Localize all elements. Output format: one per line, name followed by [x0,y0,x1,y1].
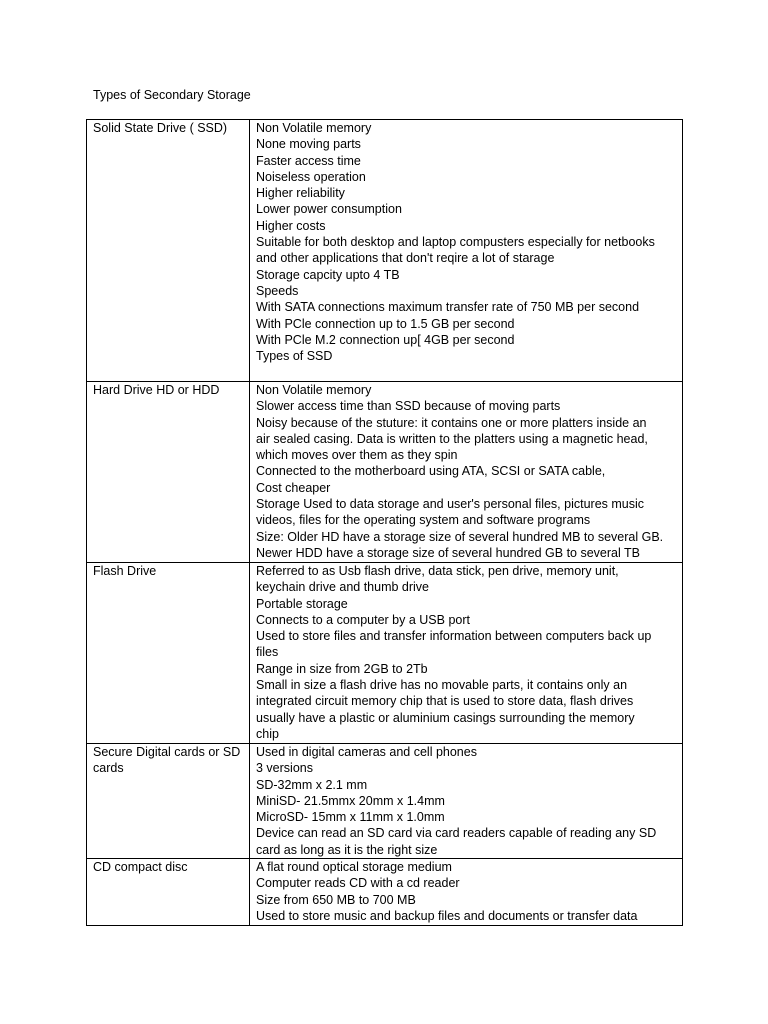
description-line: Range in size from 2GB to 2Tb [256,661,428,676]
description-line: Portable storage [256,596,348,611]
storage-description-cell [250,859,683,926]
description-line: and other applications that don't reqire a lot of starage [256,251,555,266]
storage-type-cell [87,859,250,926]
description-line: Non Volatile memory [256,121,372,135]
storage-type-name: Hard Drive HD or HDD [93,383,220,397]
description-line: Small in size a flash drive has no movable parts, it contains only an [256,678,628,693]
storage-type-cell [87,744,250,859]
description-line: Size from 650 MB to 700 MB [256,892,416,907]
storage-description-cell [250,563,683,744]
description-line: With SATA connections maximum transfer rate of 750 MB per second [256,300,640,315]
description-line: MicroSD- 15mm x 11mm x 1.0mm [256,810,445,825]
storage-type-cell [87,120,250,382]
description-line: Used in digital cameras and cell phones [256,745,477,759]
storage-type-cell [87,563,250,744]
description-line: SD-32mm x 2.1 mm [256,777,368,792]
description-line: Connects to a computer by a USB port [256,612,470,627]
description-line: usually have a plastic or aluminium casings surrounding the memory [256,710,635,725]
description-line: keychain drive and thumb drive [256,580,430,595]
description-line: Storage capcity upto 4 TB [256,267,400,282]
description-line: Higher reliability [256,186,345,201]
storage-type-name: cards [93,761,124,776]
description-line: Used to store files and transfer information between computers back up [256,629,652,644]
description-line: None moving parts [256,137,361,152]
description-line: Device can read an SD card via card readers capable of reading any SD [256,826,657,841]
table-row-cd [87,859,683,926]
description-line: With PCle M.2 connection up[ 4GB per second [256,332,515,347]
storage-description-cell [250,744,683,859]
description-line: Higher costs [256,218,326,233]
table-row-sd-cards [87,744,683,859]
description-line: With PCle connection up to 1.5 GB per second [256,316,515,331]
description-line: Noiseless operation [256,169,366,184]
table-row-flash-drive [87,563,683,744]
description-line: card as long as it is the right size [256,842,438,857]
description-line: integrated circuit memory chip that is used to store data, flash drives [256,694,634,709]
description-line: A flat round optical storage medium [256,860,452,875]
document-title: Types of Secondary Storage [93,88,251,102]
description-line: files [256,645,279,660]
storage-types-table [86,119,683,926]
description-line: air sealed casing. Data is written to the platters using a magnetic head, [256,431,648,446]
description-line: Types of SSD [256,349,333,364]
storage-description-cell [250,120,683,382]
description-line: MiniSD- 21.5mmx 20mm x 1.4mm [256,793,445,808]
description-line: Newer HDD have a storage size of several hundred GB to several TB [256,545,640,560]
description-line: 3 versions [256,761,313,776]
description-line: Connected to the motherboard using ATA, SCSI or SATA cable, [256,464,606,479]
table-row-ssd [87,120,683,382]
description-line: which moves over them as they spin [256,448,458,463]
description-line: Speeds [256,283,299,298]
storage-type-name: CD compact disc [93,860,188,875]
storage-description-cell [250,382,683,563]
table-row-hdd [87,382,683,563]
description-line: chip [256,726,279,741]
description-line: Computer reads CD with a cd reader [256,876,460,891]
storage-type-name: Secure Digital cards or SD [93,745,241,759]
description-line: Non Volatile memory [256,383,372,397]
storage-type-name: Solid State Drive ( SSD) [93,121,228,135]
description-line: Storage Used to data storage and user's personal files, pictures music [256,497,645,512]
storage-type-cell [87,382,250,563]
description-line: Suitable for both desktop and laptop compusters especially for netbooks [256,235,655,250]
description-line: Slower access time than SSD because of moving parts [256,399,561,414]
description-line: Cost cheaper [256,480,331,495]
description-line: Size: Older HD have a storage size of several hundred MB to several GB. [256,529,664,544]
description-line: Used to store music and backup files and documents or transfer data [256,908,638,923]
description-line: Referred to as Usb flash drive, data stick, pen drive, memory unit, [256,564,619,578]
description-line: Lower power consumption [256,202,402,217]
description-line: Noisy because of the stuture: it contains one or more platters inside an [256,415,647,430]
storage-type-name: Flash Drive [93,564,157,578]
description-line: Faster access time [256,153,361,168]
description-line: videos, files for the operating system and software programs [256,513,591,528]
